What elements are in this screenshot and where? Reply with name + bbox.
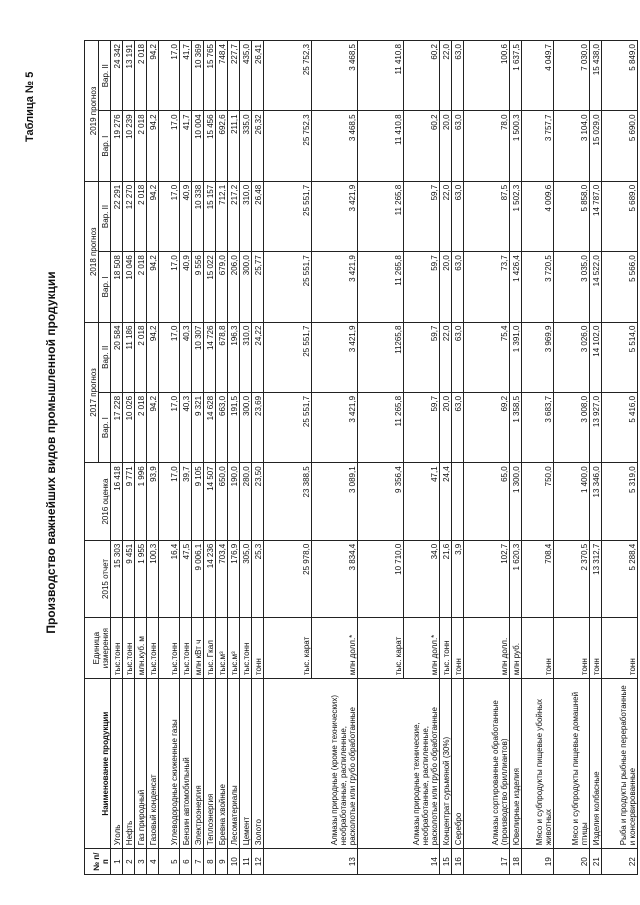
value-cell: 17,0 xyxy=(159,181,180,251)
value-cell: 100,3 xyxy=(147,540,159,617)
unit-cell: тыс.тонн xyxy=(111,618,123,679)
value-cell: 211,1 xyxy=(228,111,240,181)
row-number: 4 xyxy=(147,849,159,875)
value-cell: 12 270 xyxy=(123,181,135,251)
value-cell: 435,0 xyxy=(240,41,252,111)
value-cell: 10 004 xyxy=(192,111,204,181)
value-cell: 59,7 xyxy=(404,322,440,392)
value-cell: 69,2 xyxy=(464,392,510,462)
unit-cell: тонн xyxy=(452,618,464,679)
value-cell: 1 996 xyxy=(135,463,147,540)
value-cell: 227,7 xyxy=(228,41,240,111)
production-table xyxy=(84,40,638,875)
value-cell: 1 391,0 xyxy=(510,322,522,392)
unit-cell: млн руб. xyxy=(510,618,522,679)
table-row xyxy=(358,41,404,875)
value-cell: 196,3 xyxy=(228,322,240,392)
value-cell: 7 030,0 xyxy=(554,41,590,111)
value-cell: 2 018 xyxy=(135,111,147,181)
table-row xyxy=(452,41,464,875)
unit-cell: тыс.тонн xyxy=(180,618,192,679)
value-cell: 16,4 xyxy=(159,540,180,617)
value-cell: 59,7 xyxy=(404,252,440,322)
product-name: Уголь xyxy=(111,679,123,849)
value-cell: 24,4 xyxy=(440,463,452,540)
unit-cell: тыс. Гкал xyxy=(204,618,216,679)
value-cell: 190,0 xyxy=(228,463,240,540)
value-cell: 25 551,7 xyxy=(264,392,312,462)
value-cell: 5 514,0 xyxy=(602,322,638,392)
value-cell: 47,1 xyxy=(404,463,440,540)
value-cell: 3 757,7 xyxy=(522,111,554,181)
value-cell: 15 029,0 xyxy=(590,111,602,181)
value-cell: 191,5 xyxy=(228,392,240,462)
table-row xyxy=(216,41,228,875)
unit-cell: тыс. тонн xyxy=(440,618,452,679)
table-number-label: Таблица № 5 xyxy=(24,71,36,142)
value-cell: 13 191 xyxy=(123,41,135,111)
row-number: 11 xyxy=(240,849,252,875)
value-cell: 2 370,5 xyxy=(554,540,590,617)
product-name: Изделия колбасные xyxy=(590,679,602,849)
value-cell: 10 026 xyxy=(123,392,135,462)
product-name: Теплоэнергия xyxy=(204,679,216,849)
document-title: Производство важнейших видов промышленной продукции xyxy=(44,271,58,634)
product-name: Рыба и продукты рыбные переработанные и консервированные xyxy=(602,679,638,849)
row-number: 20 xyxy=(554,849,590,875)
value-cell: 2 018 xyxy=(135,392,147,462)
table-row xyxy=(590,41,602,875)
product-name: Серебро xyxy=(452,679,464,849)
value-cell: 87,5 xyxy=(464,181,510,251)
value-cell: 40,3 xyxy=(180,322,192,392)
value-cell: 15 438,0 xyxy=(590,41,602,111)
value-cell: 20 584 xyxy=(111,322,123,392)
product-name: Углеводородные сжиженные газы xyxy=(159,679,180,849)
value-cell: 26,48 xyxy=(252,181,264,251)
value-cell: 310,0 xyxy=(240,322,252,392)
value-cell: 1 637,5 xyxy=(510,41,522,111)
value-cell: 3 089,1 xyxy=(312,463,358,540)
value-cell: 748,4 xyxy=(216,41,228,111)
table-row xyxy=(192,41,204,875)
value-cell: 23,50 xyxy=(252,463,264,540)
header-2018: 2018 прогноз xyxy=(85,181,99,322)
unit-cell: млн кВт ч xyxy=(192,618,204,679)
value-cell: 14 787,0 xyxy=(590,181,602,251)
value-cell: 11 265,8 xyxy=(358,252,404,322)
row-number: 22 xyxy=(602,849,638,875)
value-cell: 15 303 xyxy=(111,540,123,617)
value-cell: 26,41 xyxy=(252,41,264,111)
table-row xyxy=(135,41,147,875)
value-cell: 63,0 xyxy=(452,392,464,462)
value-cell: 63,0 xyxy=(452,181,464,251)
row-number: 6 xyxy=(180,849,192,875)
header-2017-var2: Вар. II xyxy=(99,322,111,392)
row-number: 3 xyxy=(135,849,147,875)
table-row xyxy=(228,41,240,875)
value-cell: 4 009,6 xyxy=(522,181,554,251)
table-row xyxy=(123,41,135,875)
value-cell: 59,7 xyxy=(404,181,440,251)
value-cell: 14 726 xyxy=(204,322,216,392)
value-cell: 300,0 xyxy=(240,252,252,322)
value-cell: 750,0 xyxy=(522,463,554,540)
table-row xyxy=(554,41,590,875)
unit-cell: млн долл.* xyxy=(404,618,440,679)
row-number: 16 xyxy=(452,849,464,875)
value-cell: 217,2 xyxy=(228,181,240,251)
header-num: № п/п xyxy=(85,849,111,875)
value-cell: 22 291 xyxy=(111,181,123,251)
value-cell: 11 265,8 xyxy=(358,392,404,462)
value-cell: 9 356,4 xyxy=(358,463,404,540)
value-cell: 3 421,9 xyxy=(312,181,358,251)
value-cell: 3 834,4 xyxy=(312,540,358,617)
unit-cell: тыс. карат xyxy=(264,618,312,679)
value-cell: 26,32 xyxy=(252,111,264,181)
value-cell: 60,2 xyxy=(404,111,440,181)
header-unit: Единица измерения xyxy=(85,618,111,679)
value-cell: 19 276 xyxy=(111,111,123,181)
value-cell: 1 502,3 xyxy=(510,181,522,251)
unit-cell: тыс.м³ xyxy=(216,618,228,679)
value-cell: 678,8 xyxy=(216,322,228,392)
table-row xyxy=(522,41,554,875)
value-cell: 5 416,0 xyxy=(602,392,638,462)
table-row xyxy=(159,41,180,875)
value-cell: 11 410,8 xyxy=(358,111,404,181)
value-cell: 20,0 xyxy=(440,392,452,462)
value-cell: 2 018 xyxy=(135,322,147,392)
value-cell: 9 451 xyxy=(123,540,135,617)
product-name: Электроэнергия xyxy=(192,679,204,849)
unit-cell: тыс.тонн xyxy=(240,618,252,679)
product-name: Мясо и субпродукты пищевые домашней птицы xyxy=(554,679,590,849)
product-name: Алмазы природные технические, необработанные, распиленные, расколотые или грубо обработанные xyxy=(358,679,440,849)
value-cell: 1 955 xyxy=(135,540,147,617)
unit-cell: тыс.м³ xyxy=(228,618,240,679)
value-cell: 17,0 xyxy=(159,392,180,462)
unit-cell: тонн xyxy=(252,618,264,679)
value-cell: 5 319,0 xyxy=(602,463,638,540)
value-cell: 18 508 xyxy=(111,252,123,322)
row-number: 17 xyxy=(464,849,510,875)
value-cell: 93,9 xyxy=(147,463,159,540)
value-cell: 3 468,5 xyxy=(312,111,358,181)
value-cell: 5 849,0 xyxy=(602,41,638,111)
value-cell: 3,9 xyxy=(452,540,464,617)
value-cell: 679,0 xyxy=(216,252,228,322)
value-cell: 25,77 xyxy=(252,252,264,322)
value-cell: 663,0 xyxy=(216,392,228,462)
value-cell: 692,6 xyxy=(216,111,228,181)
value-cell: 9 556 xyxy=(192,252,204,322)
value-cell: 3 468,5 xyxy=(312,41,358,111)
value-cell: 25 752,3 xyxy=(264,111,312,181)
value-cell: 40,9 xyxy=(180,252,192,322)
value-cell: 59,7 xyxy=(404,392,440,462)
header-2018-var2: Вар. II xyxy=(99,181,111,251)
value-cell: 5 288,4 xyxy=(602,540,638,617)
value-cell: 15 157 xyxy=(204,181,216,251)
product-name: Мясо и субпродукты пищевые убойных животных xyxy=(522,679,554,849)
value-cell: 65,0 xyxy=(464,463,510,540)
value-cell: 23 388,5 xyxy=(264,463,312,540)
value-cell: 94,2 xyxy=(147,322,159,392)
value-cell: 10 369 xyxy=(192,41,204,111)
row-number: 10 xyxy=(228,849,240,875)
table-row xyxy=(111,41,123,875)
unit-cell: тонн xyxy=(602,618,638,679)
unit-cell: тыс. карат xyxy=(358,618,404,679)
header-2017-var1: Вар. I xyxy=(99,392,111,462)
table-row xyxy=(440,41,452,875)
value-cell: 25 978,0 xyxy=(264,540,312,617)
row-number: 15 xyxy=(440,849,452,875)
table-row xyxy=(204,41,216,875)
unit-cell: млн долл.* xyxy=(312,618,358,679)
header-2017: 2017 прогноз xyxy=(85,322,99,463)
value-cell: 63,0 xyxy=(452,252,464,322)
value-cell: 1 620,3 xyxy=(510,540,522,617)
value-cell: 14 628 xyxy=(204,392,216,462)
value-cell: 63,0 xyxy=(452,322,464,392)
value-cell: 14 102,0 xyxy=(590,322,602,392)
value-cell: 17 228 xyxy=(111,392,123,462)
value-cell: 1 426,4 xyxy=(510,252,522,322)
value-cell: 5 689,0 xyxy=(602,181,638,251)
value-cell: 100,6 xyxy=(464,41,510,111)
value-cell: 15 765 xyxy=(204,41,216,111)
value-cell: 25 752,3 xyxy=(264,41,312,111)
value-cell: 11 265,8 xyxy=(358,181,404,251)
value-cell: 17,0 xyxy=(159,252,180,322)
value-cell: 9 105 xyxy=(192,463,204,540)
value-cell: 10 046 xyxy=(123,252,135,322)
value-cell: 335,0 xyxy=(240,111,252,181)
value-cell: 1 500,3 xyxy=(510,111,522,181)
value-cell: 25 551,7 xyxy=(264,252,312,322)
row-number: 9 xyxy=(216,849,228,875)
value-cell: 4 049,7 xyxy=(522,41,554,111)
unit-cell: тыс.тонн xyxy=(123,618,135,679)
table-row xyxy=(240,41,252,875)
value-cell: 10 239 xyxy=(123,111,135,181)
value-cell: 3 104,0 xyxy=(554,111,590,181)
header-2019: 2019 прогноз xyxy=(85,41,99,182)
value-cell: 280,0 xyxy=(240,463,252,540)
header-2016: 2016 оценка xyxy=(85,463,111,540)
value-cell: 11265,8 xyxy=(358,322,404,392)
value-cell: 11 410,8 xyxy=(358,41,404,111)
value-cell: 5 566,0 xyxy=(602,252,638,322)
value-cell: 63,0 xyxy=(452,111,464,181)
value-cell: 40,3 xyxy=(180,392,192,462)
unit-cell: тонн xyxy=(590,618,602,679)
unit-cell: млн.куб. м xyxy=(135,618,147,679)
unit-cell: тыс.тонн xyxy=(159,618,180,679)
value-cell: 25,3 xyxy=(252,540,264,617)
value-cell: 3 026,0 xyxy=(554,322,590,392)
value-cell: 94,2 xyxy=(147,41,159,111)
value-cell: 47,5 xyxy=(180,540,192,617)
value-cell: 21,6 xyxy=(440,540,452,617)
value-cell: 17,0 xyxy=(159,463,180,540)
value-cell: 14 522,0 xyxy=(590,252,602,322)
value-cell: 15 022 xyxy=(204,252,216,322)
value-cell: 5 858,0 xyxy=(554,181,590,251)
value-cell: 17,0 xyxy=(159,41,180,111)
table-row xyxy=(180,41,192,875)
product-name: Нефть xyxy=(123,679,135,849)
unit-cell: тонн xyxy=(522,618,554,679)
row-number: 2 xyxy=(123,849,135,875)
value-cell: 17,0 xyxy=(159,322,180,392)
value-cell: 3 683,7 xyxy=(522,392,554,462)
product-name: Алмазы сортированные обработанные (производство бриллиантов) xyxy=(464,679,510,849)
header-2019-var2: Вар. II xyxy=(99,41,111,111)
value-cell: 9 771 xyxy=(123,463,135,540)
value-cell: 39,7 xyxy=(180,463,192,540)
unit-cell: тонн xyxy=(554,618,590,679)
value-cell: 1 400,0 xyxy=(554,463,590,540)
value-cell: 94,2 xyxy=(147,392,159,462)
product-name: Бензин автомобильный xyxy=(180,679,192,849)
value-cell: 78,0 xyxy=(464,111,510,181)
value-cell: 10 307 xyxy=(192,322,204,392)
value-cell: 650,0 xyxy=(216,463,228,540)
product-name: Цемент xyxy=(240,679,252,849)
header-name: Наименование продукции xyxy=(85,679,111,849)
product-name: Газовый конденсат xyxy=(147,679,159,849)
row-number: 8 xyxy=(204,849,216,875)
value-cell: 708,4 xyxy=(522,540,554,617)
table-row xyxy=(264,41,312,875)
value-cell: 13 346,0 xyxy=(590,463,602,540)
value-cell: 60,2 xyxy=(404,41,440,111)
value-cell: 22,0 xyxy=(440,41,452,111)
value-cell: 73,7 xyxy=(464,252,510,322)
value-cell: 3 421,9 xyxy=(312,252,358,322)
value-cell: 14 507 xyxy=(204,463,216,540)
value-cell xyxy=(452,463,464,540)
value-cell: 2 018 xyxy=(135,181,147,251)
value-cell: 9 006,1 xyxy=(192,540,204,617)
table-row xyxy=(464,41,510,875)
unit-cell: тыс.тонн xyxy=(147,618,159,679)
value-cell: 206,0 xyxy=(228,252,240,322)
value-cell: 2 018 xyxy=(135,252,147,322)
value-cell: 3 421,9 xyxy=(312,322,358,392)
value-cell: 17,0 xyxy=(159,111,180,181)
value-cell: 102,7 xyxy=(464,540,510,617)
value-cell: 703,4 xyxy=(216,540,228,617)
value-cell: 94,2 xyxy=(147,252,159,322)
value-cell: 310,0 xyxy=(240,181,252,251)
value-cell: 25 551,7 xyxy=(264,322,312,392)
row-number: 18 xyxy=(510,849,522,875)
value-cell: 3 421,9 xyxy=(312,392,358,462)
value-cell: 94,2 xyxy=(147,111,159,181)
header-2018-var1: Вар. I xyxy=(99,252,111,322)
product-name: Ювелирные изделия xyxy=(510,679,522,849)
header-2015: 2015 отчет xyxy=(85,540,111,617)
row-number: 14 xyxy=(358,849,440,875)
table-row xyxy=(510,41,522,875)
value-cell: 3 008,0 xyxy=(554,392,590,462)
row-number: 19 xyxy=(522,849,554,875)
value-cell: 22,0 xyxy=(440,322,452,392)
row-number: 1 xyxy=(111,849,123,875)
value-cell: 22,0 xyxy=(440,181,452,251)
value-cell: 3 720,5 xyxy=(522,252,554,322)
table-row xyxy=(602,41,638,875)
value-cell: 41,7 xyxy=(180,111,192,181)
value-cell: 34,0 xyxy=(404,540,440,617)
value-cell: 2 018 xyxy=(135,41,147,111)
row-number: 7 xyxy=(192,849,204,875)
value-cell: 11 186 xyxy=(123,322,135,392)
value-cell: 40,9 xyxy=(180,181,192,251)
product-name: Лесоматериалы xyxy=(228,679,240,849)
value-cell: 13 927,0 xyxy=(590,392,602,462)
value-cell: 16 418 xyxy=(111,463,123,540)
value-cell: 1 358,5 xyxy=(510,392,522,462)
value-cell: 1 300,0 xyxy=(510,463,522,540)
product-name: Газ природный xyxy=(135,679,147,849)
value-cell: 176,9 xyxy=(228,540,240,617)
product-name: Концентрат сурьмяной (30%) xyxy=(440,679,452,849)
header-2019-var1: Вар. I xyxy=(99,111,111,181)
row-number: 13 xyxy=(264,849,358,875)
table-row xyxy=(252,41,264,875)
product-name: Золото xyxy=(252,679,264,849)
value-cell: 20,0 xyxy=(440,111,452,181)
product-name: Бревна хвойные xyxy=(216,679,228,849)
value-cell: 75,4 xyxy=(464,322,510,392)
value-cell: 3 969,9 xyxy=(522,322,554,392)
value-cell: 14 236 xyxy=(204,540,216,617)
value-cell: 5 690,0 xyxy=(602,111,638,181)
value-cell: 63,0 xyxy=(452,41,464,111)
value-cell: 9 321 xyxy=(192,392,204,462)
value-cell: 10 710,0 xyxy=(358,540,404,617)
value-cell: 305,0 xyxy=(240,540,252,617)
value-cell: 20,0 xyxy=(440,252,452,322)
value-cell: 13 312,7 xyxy=(590,540,602,617)
value-cell: 15 456 xyxy=(204,111,216,181)
row-number: 5 xyxy=(159,849,180,875)
table-row xyxy=(147,41,159,875)
unit-cell: млн долл. xyxy=(464,618,510,679)
value-cell: 41,7 xyxy=(180,41,192,111)
value-cell: 300,0 xyxy=(240,392,252,462)
value-cell: 24 342 xyxy=(111,41,123,111)
value-cell: 25 551,7 xyxy=(264,181,312,251)
value-cell: 24,22 xyxy=(252,322,264,392)
value-cell: 10 338 xyxy=(192,181,204,251)
row-number: 21 xyxy=(590,849,602,875)
value-cell: 3 035,0 xyxy=(554,252,590,322)
value-cell: 94,2 xyxy=(147,181,159,251)
product-name: Алмазы природные (кроме технических) необработанные, распиленные, расколотые или грубо обработанные xyxy=(264,679,358,849)
value-cell: 712,1 xyxy=(216,181,228,251)
value-cell: 23,69 xyxy=(252,392,264,462)
row-number: 12 xyxy=(252,849,264,875)
